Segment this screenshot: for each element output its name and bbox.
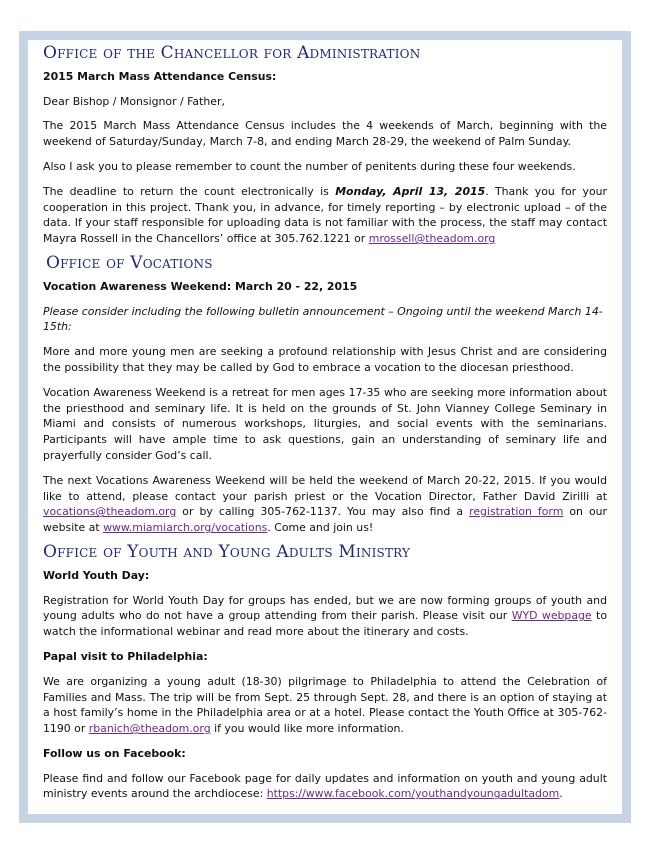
- papal-heading: Papal visit to Philadelphia:: [43, 649, 208, 663]
- vocations-text-c: on our website at: [43, 505, 608, 535]
- penitents-paragraph: Also I ask you to please remember to count the number of penitents during these four weekends.: [43, 159, 576, 173]
- vocations-paragraph-1: More and more young men are seeking a profound relationship with Jesus Christ and are considering the possibility that they may be called by God to embrace a vocation to the diocesan priesthood.: [43, 345, 607, 374]
- vocations-text-a: The next Vocations Awareness Weekend will be held the weekend of March 20-22, 2015. If you would like to attend, please contact your parish priest or the Vocation Director, Father David Zirilli at: [43, 473, 607, 503]
- papal-paragraph: [43, 674, 607, 737]
- registration-form-link[interactable]: registration form: [469, 505, 564, 519]
- papal-text-a: We are organizing a young adult (18-30) pilgrimage to Philadelphia to attend the Celebration of Families and Mass. The trip will be from Sept. 25 through Sept. 28, and there is an option of staying at a host family’s home in the Philadelphia area or at a hotel. Please contact the Youth Office at 305-762-1190 or: [43, 674, 607, 736]
- vocations-title: Office of Vocations: [46, 252, 213, 273]
- bulletin-intro: Please consider including the following bulletin announcement – Ongoing until the weekend March 14-15th:: [43, 304, 603, 334]
- wyd-webpage-link[interactable]: WYD webpage: [511, 609, 592, 623]
- facebook-heading: Follow us on Facebook:: [43, 746, 186, 760]
- deadline-paragraph: [43, 184, 607, 247]
- facebook-text-a: Please find and follow our Facebook page for daily updates and information on youth and young adult ministry events around the archdiocese:: [43, 771, 607, 801]
- youth-section: [43, 541, 607, 802]
- vocations-text-b: or by calling 305-762-1137. You may also find a: [176, 505, 470, 519]
- facebook-paragraph: [43, 771, 607, 803]
- vocation-weekend-heading: Vocation Awareness Weekend: March 20 - 22, 2015: [43, 279, 358, 293]
- wyd-paragraph: [43, 593, 607, 640]
- facebook-page-link[interactable]: https://www.facebook.com/youthandyoungadultadom: [266, 787, 560, 801]
- youth-title: Office of Youth and Young Adults Ministry: [43, 541, 411, 562]
- vocations-paragraph-2: Vocation Awareness Weekend is a retreat for men ages 17-35 who are seeking more information about the priesthood and seminary life. It is held on the grounds of St. John Vianney College Seminary in Miami and consists of numerous workshops, liturgies, and social events with the seminarians. Participants will have ample time to ask questions, gain an understanding of seminary life and prayerfully consider God’s call.: [43, 385, 607, 462]
- page-frame: [19, 31, 631, 823]
- deadline-text-b: . Thank you for your cooperation in this project. Thank you, in advance, for timely reporting – by electronic upload – of the data. If your staff responsible for uploading data is not familiar with the process, the staff may contact Mayra Rossell in the Chancellors’ office at 305.762.1221 or: [43, 184, 607, 246]
- papal-text-b: if you would like more information.: [210, 722, 404, 736]
- page-content: [28, 40, 622, 814]
- greeting: Dear Bishop / Monsignor / Father,: [43, 94, 225, 108]
- census-paragraph: The 2015 March Mass Attendance Census includes the 4 weekends of March, beginning with the weekend of Saturday/Sunday, March 7-8, and ending March 28-29, the weekend of Palm Sunday.: [43, 119, 607, 149]
- deadline-date: Monday, April 13, 2015: [335, 184, 486, 198]
- wyd-text-b: to watch the informational webinar and read more about the itinerary and costs.: [43, 609, 607, 639]
- wyd-heading: World Youth Day:: [43, 568, 150, 582]
- vocations-paragraph-3: [43, 473, 607, 536]
- vocations-section: [43, 252, 608, 536]
- deadline-text-a: The deadline to return the count electronically is: [43, 184, 336, 198]
- facebook-text-b: .: [559, 787, 563, 801]
- mrossell-email-link[interactable]: mrossell@theadom.org: [368, 232, 496, 246]
- wyd-text-a: Registration for World Youth Day for groups has ended, but we are now forming groups of youth and young adults who do not have a group attending from their parish. Please visit our: [43, 593, 607, 623]
- chancellor-title: Office of the Chancellor for Administration: [43, 43, 421, 63]
- rbanich-email-link[interactable]: rbanich@theadom.org: [88, 722, 211, 736]
- vocations-website-link[interactable]: www.miamiarch.org/vocations: [103, 521, 268, 535]
- chancellor-section: [43, 43, 607, 247]
- vocations-text-d: . Come and join us!: [267, 521, 374, 535]
- vocations-email-link[interactable]: vocations@theadom.org: [43, 505, 177, 519]
- census-heading: 2015 March Mass Attendance Census:: [43, 69, 277, 83]
